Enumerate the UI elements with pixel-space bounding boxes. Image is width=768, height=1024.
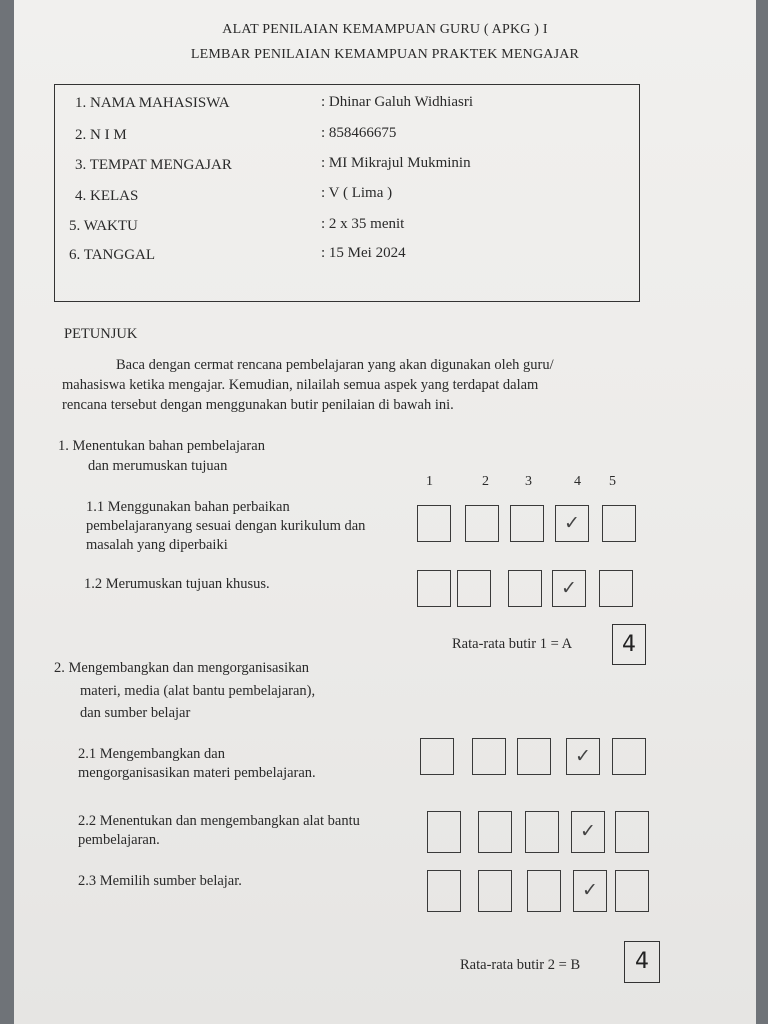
item-1-2-score-box-2[interactable]	[457, 570, 491, 607]
identity-label-place: 3. TEMPAT MENGAJAR	[75, 157, 232, 173]
item-2-3-text: 2.3 Memilih sumber belajar.	[78, 873, 242, 889]
item-2-3-score-box-4[interactable]: ✓	[573, 870, 607, 912]
identity-label-nim: 2. N I M	[75, 127, 127, 143]
section-2-title-line-2: materi, media (alat bantu pembelajaran),	[80, 683, 316, 699]
identity-value-class: : V ( Lima )	[321, 185, 393, 201]
identity-label-time: 5. WAKTU	[69, 218, 138, 234]
instructions-heading: PETUNJUK	[64, 326, 138, 342]
section-1-title-line-1: 1. Menentukan bahan pembelajaran	[58, 438, 265, 454]
item-2-3-score-box-2[interactable]	[478, 870, 512, 912]
identity-value-time: : 2 x 35 menit	[321, 216, 405, 232]
form-title: ALAT PENILAIAN KEMAMPUAN GURU ( APKG ) I	[222, 22, 548, 37]
item-2-1-score-box-2[interactable]	[472, 738, 506, 775]
scale-label-4: 4	[574, 474, 581, 489]
identity-value-place: : MI Mikrajul Mukminin	[321, 155, 471, 171]
item-1-2-score-box-4[interactable]: ✓	[552, 570, 586, 607]
item-2-2-score-box-3[interactable]	[525, 811, 559, 853]
item-2-1-score-box-4[interactable]: ✓	[566, 738, 600, 775]
item-2-3-score-box-5[interactable]	[615, 870, 649, 912]
item-2-1-text: 2.1 Mengembangkan dan mengorganisasikan materi pembelajaran.	[78, 746, 316, 781]
identity-value-date: : 15 Mei 2024	[321, 245, 406, 261]
average-2-label: Rata-rata butir 2 = B	[460, 957, 581, 973]
identity-label-class: 4. KELAS	[75, 188, 139, 204]
identity-box	[54, 84, 640, 302]
identity-label-name: 1. NAMA MAHASISWA	[75, 95, 230, 111]
item-1-1-score-box-2[interactable]	[465, 505, 499, 542]
scale-label-2: 2	[482, 474, 489, 489]
average-2-value: 4	[624, 941, 660, 983]
item-1-2-score-box-1[interactable]	[417, 570, 451, 607]
item-1-1-score-box-4[interactable]: ✓	[555, 505, 589, 542]
item-1-2-score-box-5[interactable]	[599, 570, 633, 607]
item-2-2-score-box-5[interactable]	[615, 811, 649, 853]
identity-value-name: : Dhinar Galuh Widhiasri	[321, 94, 474, 110]
item-2-2-score-box-1[interactable]	[427, 811, 461, 853]
item-1-1-score-box-1[interactable]	[417, 505, 451, 542]
section-2-title-line-1: 2. Mengembangkan dan mengorganisasikan	[54, 660, 310, 676]
section-1-title-line-2: dan merumuskan tujuan	[88, 458, 228, 474]
item-2-3-score-box-3[interactable]	[527, 870, 561, 912]
scale-label-5: 5	[609, 474, 616, 489]
identity-value-nim: : 858466675	[321, 125, 397, 141]
section-2-title-line-3: dan sumber belajar	[80, 705, 191, 721]
scale-label-3: 3	[525, 474, 532, 489]
instructions-line-3: rencana tersebut dengan menggunakan butir penilaian di bawah ini.	[62, 397, 454, 413]
item-2-1-score-box-1[interactable]	[420, 738, 454, 775]
item-1-1-score-box-5[interactable]	[602, 505, 636, 542]
item-1-2-score-box-3[interactable]	[508, 570, 542, 607]
identity-label-date: 6. TANGGAL	[69, 247, 156, 263]
document-page	[14, 0, 756, 1024]
scale-label-1: 1	[426, 474, 433, 489]
instructions-line-1: Baca dengan cermat rencana pembelajaran yang akan digunakan oleh guru/	[116, 357, 554, 373]
instructions-line-2: mahasiswa ketika mengajar. Kemudian, nilailah semua aspek yang terdapat dalam	[62, 377, 539, 393]
item-1-1-score-box-3[interactable]	[510, 505, 544, 542]
item-2-2-text: 2.2 Menentukan dan mengembangkan alat bantu pembelajaran.	[78, 813, 360, 848]
item-2-1-score-box-5[interactable]	[612, 738, 646, 775]
average-1-value: 4	[612, 624, 646, 665]
item-2-1-score-box-3[interactable]	[517, 738, 551, 775]
item-2-2-score-box-2[interactable]	[478, 811, 512, 853]
item-1-1-text: 1.1 Menggunakan bahan perbaikan pembelajaranyang sesuai dengan kurikulum dan masalah yang diperbaiki	[86, 499, 366, 553]
form-subtitle: LEMBAR PENILAIAN KEMAMPUAN PRAKTEK MENGAJAR	[190, 47, 580, 62]
item-1-2-text: 1.2 Merumuskan tujuan khusus.	[84, 576, 270, 592]
item-2-2-score-box-4[interactable]: ✓	[571, 811, 605, 853]
item-2-3-score-box-1[interactable]	[427, 870, 461, 912]
average-1-label: Rata-rata butir 1 = A	[452, 636, 573, 652]
